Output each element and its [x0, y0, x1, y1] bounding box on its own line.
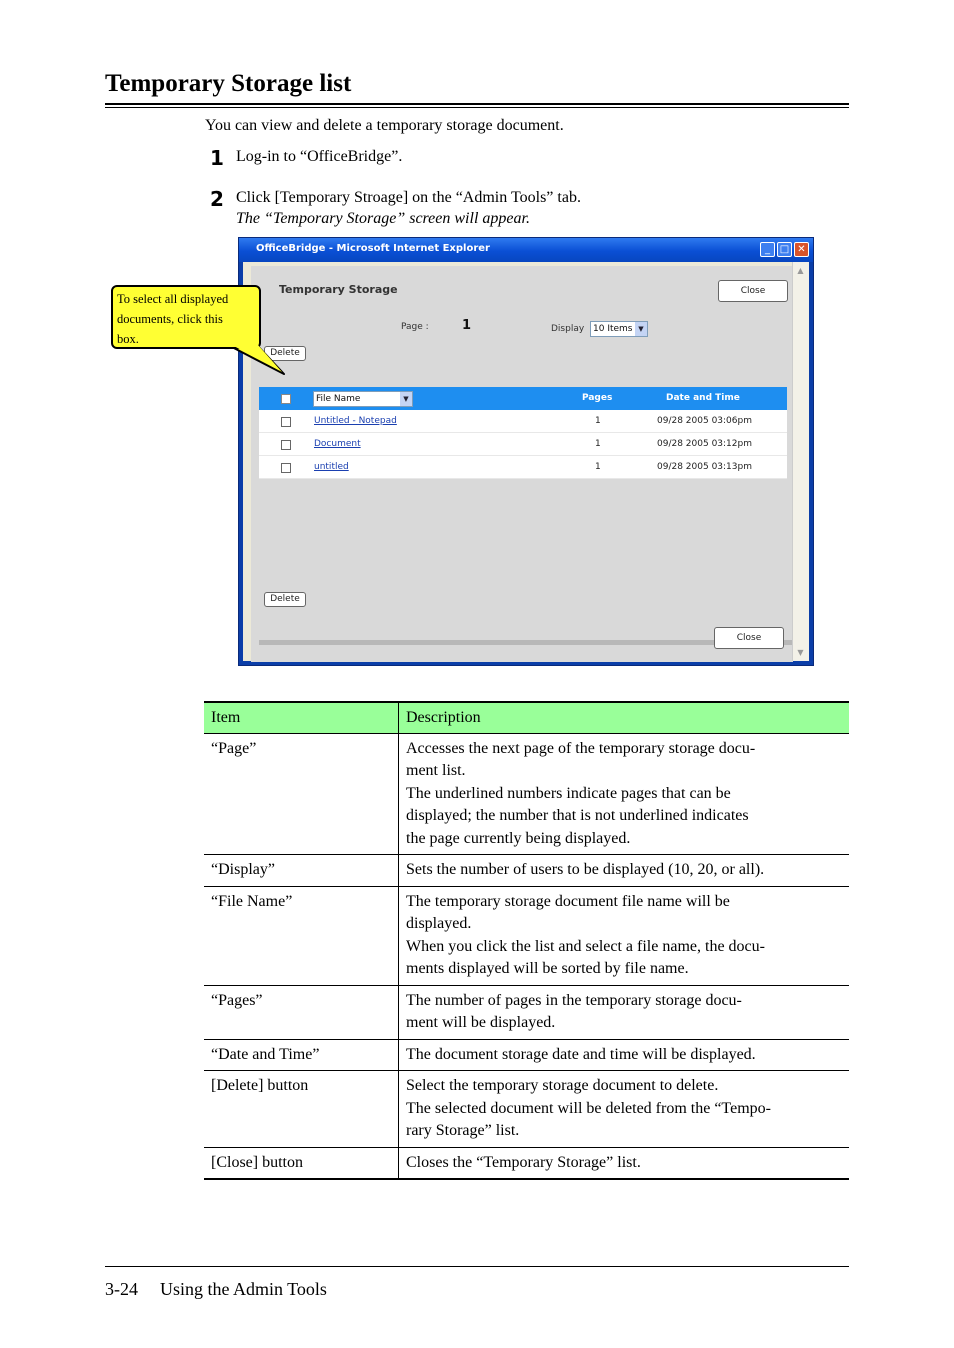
item-description-table: [204, 701, 849, 1180]
description-line: ments displayed will be sorted by file name.: [406, 960, 689, 977]
item-cell: “Display”: [204, 855, 399, 887]
callout-line: documents, click this: [117, 312, 223, 326]
display-select-value: 10 Items: [593, 324, 633, 334]
table-row: [204, 886, 849, 985]
description-cell: [399, 1071, 850, 1148]
description-cell: [399, 1039, 850, 1071]
row-date-time: 09/28 2005 03:06pm: [657, 416, 752, 426]
file-name-link[interactable]: Document: [314, 439, 361, 449]
table-row: [204, 1039, 849, 1071]
page-title: Temporary Storage list: [105, 70, 352, 97]
delete-button-bottom[interactable]: Delete: [264, 592, 306, 607]
table-row: [204, 1147, 849, 1179]
description-line: The temporary storage document file name will be: [406, 892, 730, 910]
callout-line: To select all displayed: [117, 292, 229, 306]
row-date-time: 09/28 2005 03:12pm: [657, 439, 752, 449]
description-line: ment list.: [406, 762, 466, 779]
step-2-result: The “Temporary Storage” screen will appear.: [236, 210, 530, 227]
table-row: [259, 456, 787, 479]
row-pages: 1: [595, 439, 601, 449]
description-line: Select the temporary storage document to delete.: [406, 1077, 719, 1094]
scroll-up-icon[interactable]: ▲: [797, 266, 804, 275]
row-pages: 1: [595, 416, 601, 426]
description-line: Accesses the next page of the temporary storage docu-: [406, 739, 756, 757]
close-button-top[interactable]: Close: [718, 280, 788, 302]
footer-rule: [105, 1266, 849, 1267]
chevron-down-icon: ▼: [635, 322, 647, 336]
item-cell: [Close] button: [204, 1147, 399, 1179]
screen-heading: Temporary Storage: [279, 283, 398, 296]
item-cell: “Pages”: [204, 985, 399, 1039]
display-label: Display: [551, 324, 585, 334]
header-item: Item: [204, 702, 399, 733]
description-line: Closes the “Temporary Storage” list.: [406, 1153, 641, 1171]
file-name-link[interactable]: Untitled - Notepad: [314, 416, 397, 426]
description-cell: [399, 985, 850, 1039]
description-line: The underlined numbers indicate pages that can be: [406, 784, 731, 802]
item-cell: [Delete] button: [204, 1071, 399, 1148]
page-number: 1: [462, 318, 472, 333]
table-row: [204, 855, 849, 887]
scroll-down-icon[interactable]: ▼: [797, 648, 804, 657]
step-1-number: 1: [210, 146, 224, 170]
file-name-link[interactable]: untitled: [314, 462, 349, 472]
minimize-icon[interactable]: _: [760, 242, 775, 257]
chevron-down-icon: ▼: [400, 392, 412, 406]
description-line: The selected document will be deleted from the “Tempo-: [406, 1099, 771, 1117]
window-title: OfficeBridge - Microsoft Internet Explorer: [256, 243, 490, 254]
description-line: The number of pages in the temporary storage docu-: [406, 991, 742, 1009]
description-cell: [399, 886, 850, 985]
table-row: [204, 733, 849, 855]
step-1-text: Log-in to “OfficeBridge”.: [236, 148, 403, 165]
description-line: When you click the list and select a file name, the docu-: [406, 937, 765, 955]
maximize-icon[interactable]: □: [777, 242, 792, 257]
table-row: [204, 985, 849, 1039]
description-line: Sets the number of users to be displayed (10, 20, or all).: [406, 861, 765, 878]
section-name: Using the Admin Tools: [160, 1279, 327, 1299]
description-line: displayed.: [406, 915, 472, 932]
step-2-number: 2: [210, 187, 224, 211]
row-checkbox[interactable]: [281, 463, 291, 473]
item-cell: “Date and Time”: [204, 1039, 399, 1071]
close-icon[interactable]: ✕: [794, 242, 809, 257]
delete-button-top[interactable]: Delete: [264, 346, 306, 361]
row-pages: 1: [595, 462, 601, 472]
step-2-text: Click [Temporary Stroage] on the “Admin Tools” tab.: [236, 189, 581, 206]
description-cell: [399, 855, 850, 887]
description-line: rary Storage” list.: [406, 1122, 520, 1139]
row-checkbox[interactable]: [281, 440, 291, 450]
table-header-row: [204, 702, 849, 733]
item-cell: “Page”: [204, 733, 399, 855]
callout-line: box.: [117, 332, 139, 346]
row-date-time: 09/28 2005 03:13pm: [657, 462, 752, 472]
page-number-footer: 3-24: [105, 1279, 138, 1299]
description-cell: [399, 733, 850, 855]
page-label: Page :: [401, 322, 429, 332]
description-line: displayed; the number that is not underlined indicates: [406, 807, 749, 824]
intro-text: You can view and delete a temporary storage document.: [205, 117, 564, 134]
callout-pointer-cover: [0, 0, 954, 420]
column-header-pages: Pages: [582, 393, 613, 403]
table-row: [259, 433, 787, 456]
description-line: ment will be displayed.: [406, 1014, 556, 1031]
description-cell: [399, 1147, 850, 1179]
page-footer: [105, 1279, 327, 1300]
close-button-bottom[interactable]: Close: [714, 627, 784, 649]
description-line: The document storage date and time will be displayed.: [406, 1045, 756, 1063]
table-row: [204, 1071, 849, 1148]
item-cell: “File Name”: [204, 886, 399, 985]
sort-select-value: File Name: [316, 394, 361, 404]
description-line: the page currently being displayed.: [406, 829, 631, 847]
header-description: Description: [399, 702, 850, 733]
column-header-date-time: Date and Time: [666, 393, 740, 403]
